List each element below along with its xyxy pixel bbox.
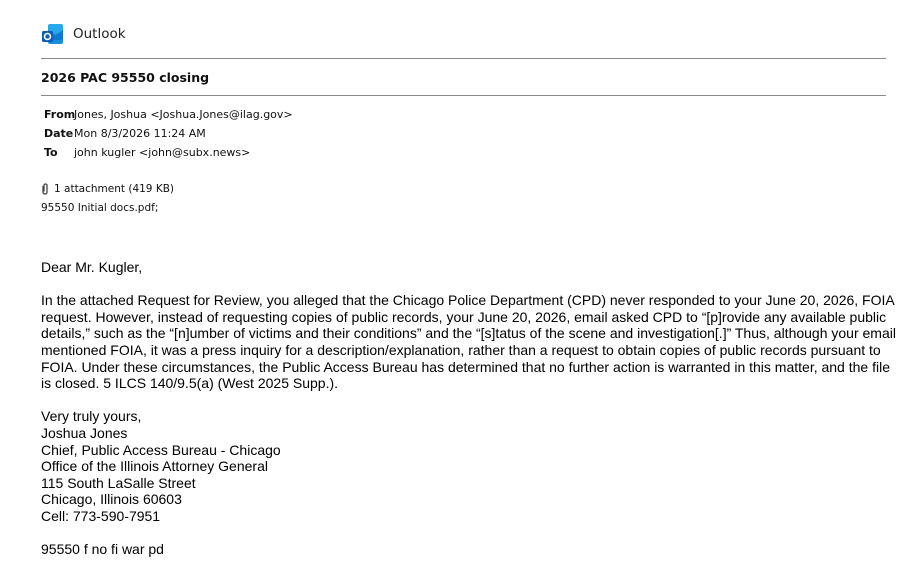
email-body: [41, 259, 901, 558]
date-row: [44, 124, 293, 143]
subject-divider: [41, 95, 886, 96]
date-value: Mon 8/3/2026 11:24 AM: [74, 127, 206, 140]
signature-name: Joshua Jones: [41, 424, 128, 441]
signature-title: Chief, Public Access Bureau - Chicago: [41, 441, 281, 458]
attachment-section: [41, 180, 174, 216]
email-metadata: [44, 105, 293, 162]
to-value[interactable]: john kugler <john@subx.news>: [74, 146, 251, 159]
body-paragraph: In the attached Request for Review, you alleged that the Chicago Police Department (CPD) never responded to your June 20, 2026, FOIA request. However, instead of requesting copies of public records, your June 20, 2026, email asked CPD to “[p]rovide any available public details,” such as the “[n]umber of victims and their conditions” and the “[s]tatus of the scene and investigation[.]” Thus, although your email mentioned FOIA, it was a press inquiry for a description/explanation, rather than a request to obtain copies of public records pursuant to FOIA. Under these circumstances, the Public Access Bureau has determined that no further action is warranted in this matter, and the file is closed. 5 ILCS 140/9.5(a) (West 2025 Supp.).: [41, 292, 896, 392]
signature-street: 115 South LaSalle Street: [41, 474, 196, 491]
footer-code: 95550 f no fi war pd: [41, 541, 164, 558]
greeting: Dear Mr. Kugler,: [41, 259, 143, 275]
header-divider: [41, 58, 886, 59]
outlook-logo-icon: [41, 22, 65, 46]
email-subject: 2026 PAC 95550 closing: [41, 70, 210, 85]
app-name: Outlook: [73, 26, 126, 42]
closing: Very truly yours,: [41, 408, 142, 425]
date-label: Date: [44, 127, 74, 140]
from-row: [44, 105, 293, 124]
from-label: From: [44, 108, 76, 121]
to-label: To: [44, 146, 58, 159]
to-row: [44, 143, 293, 162]
signature-office: Office of the Illinois Attorney General: [41, 458, 268, 475]
from-value[interactable]: Jones, Joshua <Joshua.Jones@ilag.gov>: [74, 108, 293, 121]
attachment-summary: 1 attachment (419 KB): [54, 182, 175, 195]
signature-city: Chicago, Illinois 60603: [41, 491, 182, 508]
app-header: [41, 21, 126, 47]
paperclip-icon: [41, 183, 49, 195]
signature-phone: Cell: 773-590-7951: [41, 507, 161, 524]
attachment-file-link[interactable]: 95550 Initial docs.pdf;: [41, 201, 159, 214]
attachment-summary-row: [41, 180, 174, 197]
